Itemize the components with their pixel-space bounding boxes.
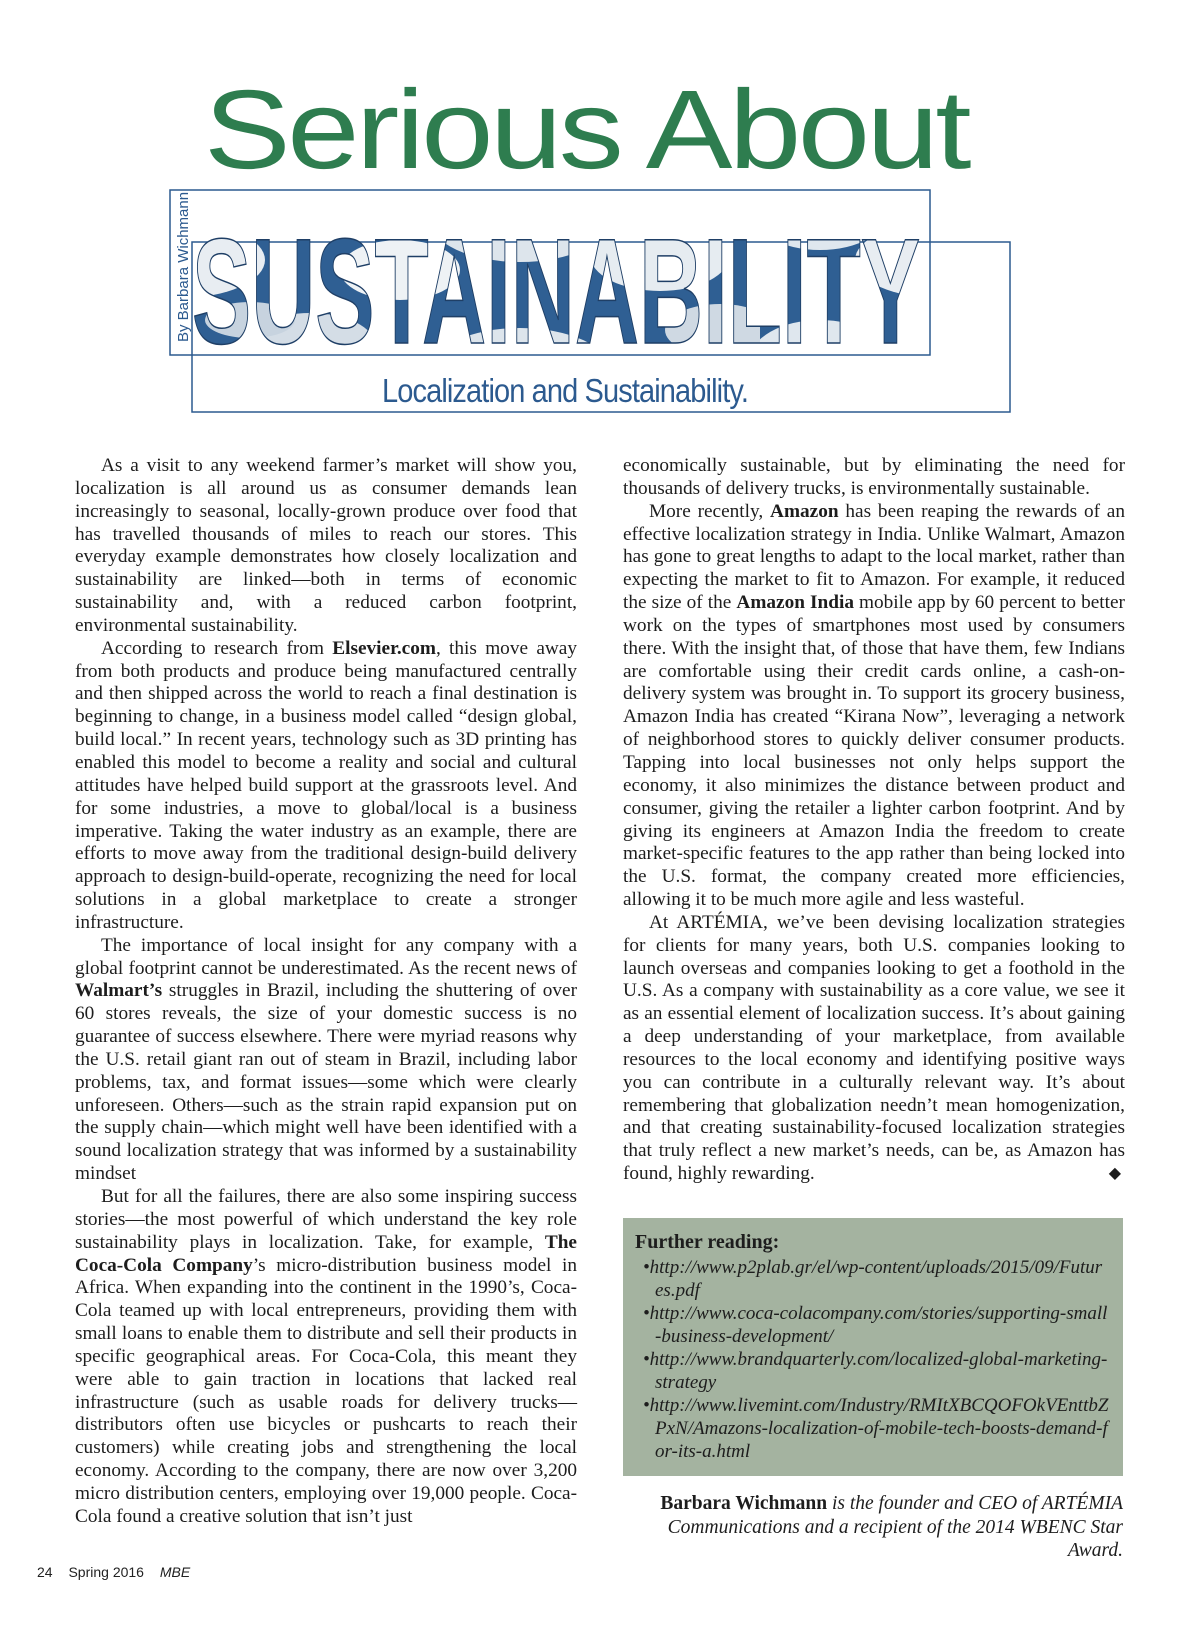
- further-reading-list: [635, 1256, 1109, 1463]
- further-reading-link[interactable]: •http://www.livemint.com/Industry/RMItXBCQOFOkVEnttbZPxN/Amazons-localization-of-mobile-tech-boosts-demand-for-its-a.html: [643, 1395, 1109, 1462]
- paragraph-5: economically sustainable, but by eliminating the need for thousands of delivery trucks, is environmentally sustainable.: [623, 455, 1125, 499]
- paragraph-3: The importance of local insight for any company with a global footprint cannot be underestimated. As the recent news of Walmart’s struggles in Brazil, including the shuttering of over 60 stores reveals, the size of your domestic success is no guarantee of success elsewhere. There were myriad reasons why the U.S. retail giant ran out of steam in Brazil, including labor problems, tax, and format issues—some which were clearly unforeseen. Others—such as the strain rapid expansion put on the supply chain—which might well have been identified with a sound localization strategy that was informed by a sustainability mindset: [75, 934, 577, 1185]
- amazon-ref: Amazon: [770, 500, 839, 522]
- further-reading-box: [623, 1218, 1123, 1476]
- further-reading-link[interactable]: •http://www.coca-colacompany.com/stories/supporting-small-business-development/: [643, 1303, 1108, 1347]
- subtitle: Localization and Sustainability.: [382, 372, 748, 409]
- coca-cola-ref: The Coca-Cola Company: [75, 1231, 577, 1276]
- paragraph-2: According to research from Elsevier.com, this move away from both products and produce being manufactured centrally and then shipped across the world to reach a final destination is beginning to change, in a business model called “design global, build local.” In recent years, technology such as 3D printing has enabled this model to become a reality and social and cultural attitudes have helped build support at the grassroots level. And for some industries, a move to global/local is a business imperative. Taking the water industry as an example, there are efforts to move away from the traditional design-build delivery approach to design-build-operate, recognizing the need for local solutions in a global marketplace to create a stronger infrastructure.: [75, 637, 577, 933]
- elsevier-ref: Elsevier.com: [332, 637, 436, 659]
- page-footer: [37, 1564, 202, 1580]
- paragraph-7: At ARTÉMIA, we’ve been devising localization strategies for clients for many years, both U.S. companies looking to launch overseas and companies looking to get a foothold in the U.S. As a company with sustainability as a core value, we see it as an essential element of localization success. It’s about gaining a deep understanding of your marketplace, from available resources to the local economy and identifying positive ways you can contribute in a culturally relevant way. It’s about remembering that globalization needn’t mean homogenization, and that creating sustainability-focused localization strategies that truly reflect a new market’s needs, can be, as Amazon has found, highly rewarding. ◆: [623, 911, 1125, 1185]
- article-header: [0, 0, 1200, 440]
- author-name: Barbara Wichmann: [660, 1493, 828, 1514]
- title-serious-about: Serious About: [204, 67, 972, 192]
- issue-label: Spring 2016: [68, 1564, 144, 1580]
- amazon-india-ref: Amazon India: [736, 592, 854, 614]
- walmart-ref: Walmart’s: [75, 980, 163, 1002]
- author-description: is the founder and CEO of ARTÉMIA Communications and a recipient of the 2014 WBENC Star Award.: [667, 1493, 1123, 1561]
- bullet-icon: •: [643, 1303, 650, 1324]
- paragraph-6: More recently, Amazon has been reaping the rewards of an effective localization strategy in India. Unlike Walmart, Amazon has gone to great lengths to adapt to the local market, rather than expecting the market to fit to Amazon. For example, it reduced the size of the Amazon India mobile app by 60 percent to better work on the types of smartphones most used by consumers there. With the insight that, of those that have them, few Indians are comfortable using their credit cards online, a cash-on-delivery system was brought in. To support its grocery business, Amazon India has created “Kirana Now”, leveraging a network of neighborhood stores to quickly deliver consumer products. Tapping into local businesses not only helps support the economy, it also minimizes the distance between product and consumer, giving the retailer a lighter carbon footprint. And by giving its engineers at Amazon India the freedom to create market-specific features to the app rather than being locked into the U.S. format, the company created more efficiencies, allowing it to be much more agile and less wasteful.: [623, 500, 1126, 911]
- paragraph-1: As a visit to any weekend farmer’s market will show you, localization is all around us as consumer demands lean increasingly to seasonal, locally-grown produce over food that has travelled thousands of miles to reach our stores. This everyday example demonstrates how closely localization and sustainability are linked—both in terms of economic sustainability and, with a reduced carbon footprint, environmental sustainability.: [75, 455, 577, 636]
- bullet-icon: •: [643, 1257, 650, 1278]
- article-column-left: [75, 455, 577, 1529]
- author-bio: [623, 1492, 1123, 1563]
- end-of-article-icon: ◆: [1108, 1165, 1121, 1183]
- paragraph-4: But for all the failures, there are also some inspiring success stories—the most powerful of which understand the key role sustainability plays in localization. Take, for example, The Coca-Cola Company’s micro-distribution business model in Africa. When expanding into the continent in the 1990’s, Coca-Cola teamed up with local entrepreneurs, providing them with small loans to enable them to distribute and sell their products in specific geographical areas. For Coca-Cola, this meant they were able to gain traction in locations that lacked real infrastructure (such as usable roads for delivery trucks—distributors often use bicycles or pushcarts to reach their customers) while creating jobs and strengthening the local economy. According to the company, there are now over 3,200 micro distribution centers, employing over 19,000 people. Coca-Cola found a creative solution that isn’t just: [75, 1186, 577, 1527]
- further-reading-title: Further reading:: [635, 1231, 780, 1253]
- bullet-icon: •: [643, 1349, 650, 1370]
- further-reading-link[interactable]: •http://www.p2plab.gr/el/wp-content/uploads/2015/09/Futures.pdf: [643, 1257, 1103, 1301]
- bullet-icon: •: [643, 1395, 650, 1416]
- page-number: 24: [37, 1564, 53, 1580]
- article-column-right: [623, 455, 1125, 1186]
- further-reading-link[interactable]: •http://www.brandquarterly.com/localized-global-marketing-strategy: [643, 1349, 1108, 1393]
- byline: By Barbara Wichmann: [175, 191, 192, 342]
- publication-name: MBE: [159, 1564, 191, 1580]
- title-sustainability: SUSTAINABILITY: [192, 207, 920, 375]
